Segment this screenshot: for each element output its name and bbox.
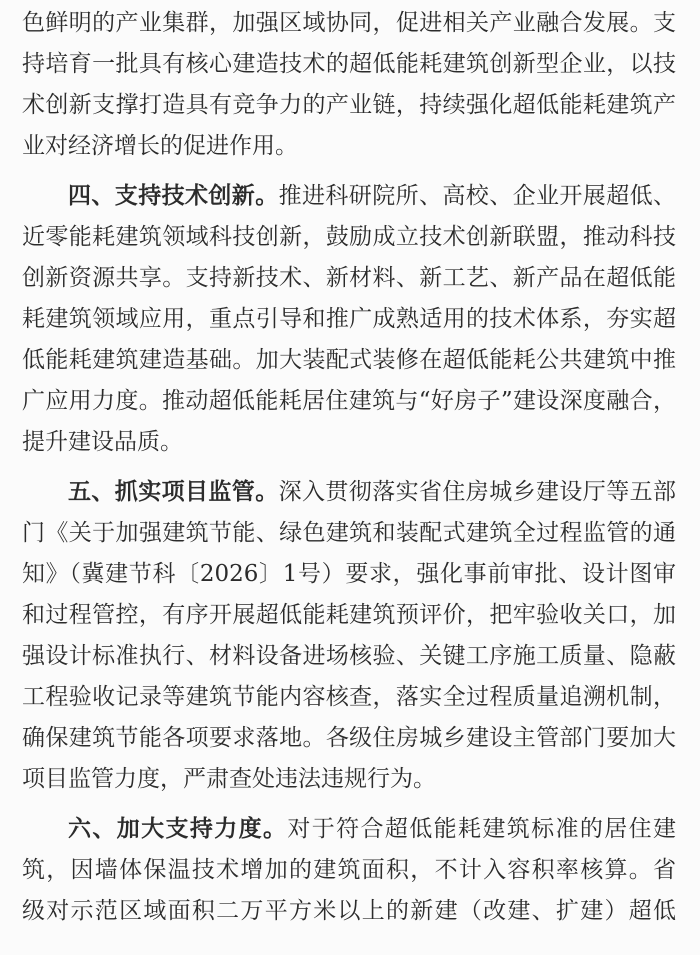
text-line: 创新资源共享。支持新技术、新材料、新工艺、新产品在超低能 [22, 265, 676, 291]
text-line: 工程验收记录等建筑节能内容核查，落实全过程质量追溯机制， [22, 684, 676, 710]
paragraph-project-supervision [22, 472, 676, 800]
text-line: 提升建设品质。 [22, 429, 183, 455]
text-line: 广应用力度。推动超低能耗居住建筑与“好房子”建设深度融合， [22, 388, 676, 414]
text-run: 对于符合超低能耗建筑标准的居住建 [287, 816, 676, 842]
paragraph-industry-cluster [22, 3, 676, 167]
text-line [22, 176, 676, 217]
text-line: 色鲜明的产业集群，加强区域协同，促进相关产业融合发展。支 [22, 10, 676, 36]
text-line: 知》（冀建节科〔2026〕1号）要求，强化事前审批、设计图审 [22, 561, 676, 587]
text-line: 和过程管控，有序开展超低能耗建筑预评价，把牢验收关口，加 [22, 602, 676, 628]
text-run: 推进科研院所、高校、企业开展超低、 [278, 183, 676, 209]
paragraph-support-strength [22, 809, 676, 932]
text-line: 确保建筑节能各项要求落地。各级住房城乡建设主管部门要加大 [22, 725, 676, 751]
section-heading: 六、加大支持力度。 [68, 816, 288, 842]
section-heading: 五、抓实项目监管。 [68, 479, 279, 505]
text-run: 深入贯彻落实省住房城乡建设厅等五部 [278, 479, 676, 505]
text-line: 级对示范区域面积二万平方米以上的新建（改建、扩建）超低 [22, 898, 676, 924]
text-line: 近零能耗建筑领域科技创新，鼓励成立技术创新联盟，推动科技 [22, 224, 676, 250]
text-line [22, 472, 676, 513]
text-line: 持培育一批具有核心建造技术的超低能耗建筑创新型企业，以技 [22, 51, 676, 77]
text-line: 低能耗建筑建造基础。加大装配式装修在超低能耗公共建筑中推 [22, 347, 676, 373]
section-heading: 四、支持技术创新。 [68, 183, 279, 209]
text-line: 业对经济增长的促进作用。 [22, 133, 298, 159]
paragraph-tech-innovation [22, 176, 676, 463]
text-line: 项目监管力度，严肃查处违法违规行为。 [22, 766, 436, 792]
text-line: 术创新支撑打造具有竞争力的产业链，持续强化超低能耗建筑产 [22, 92, 676, 118]
text-line: 门《关于加强建筑节能、绿色建筑和装配式建筑全过程监管的通 [22, 520, 676, 546]
text-line: 筑，因墙体保温技术增加的建筑面积，不计入容积率核算。省 [22, 857, 676, 883]
text-line: 耗建筑领域应用，重点引导和推广成熟适用的技术体系，夯实超 [22, 306, 676, 332]
text-line: 强设计标准执行、材料设备进场核验、关键工序施工质量、隐蔽 [22, 643, 676, 669]
text-line [22, 809, 676, 850]
